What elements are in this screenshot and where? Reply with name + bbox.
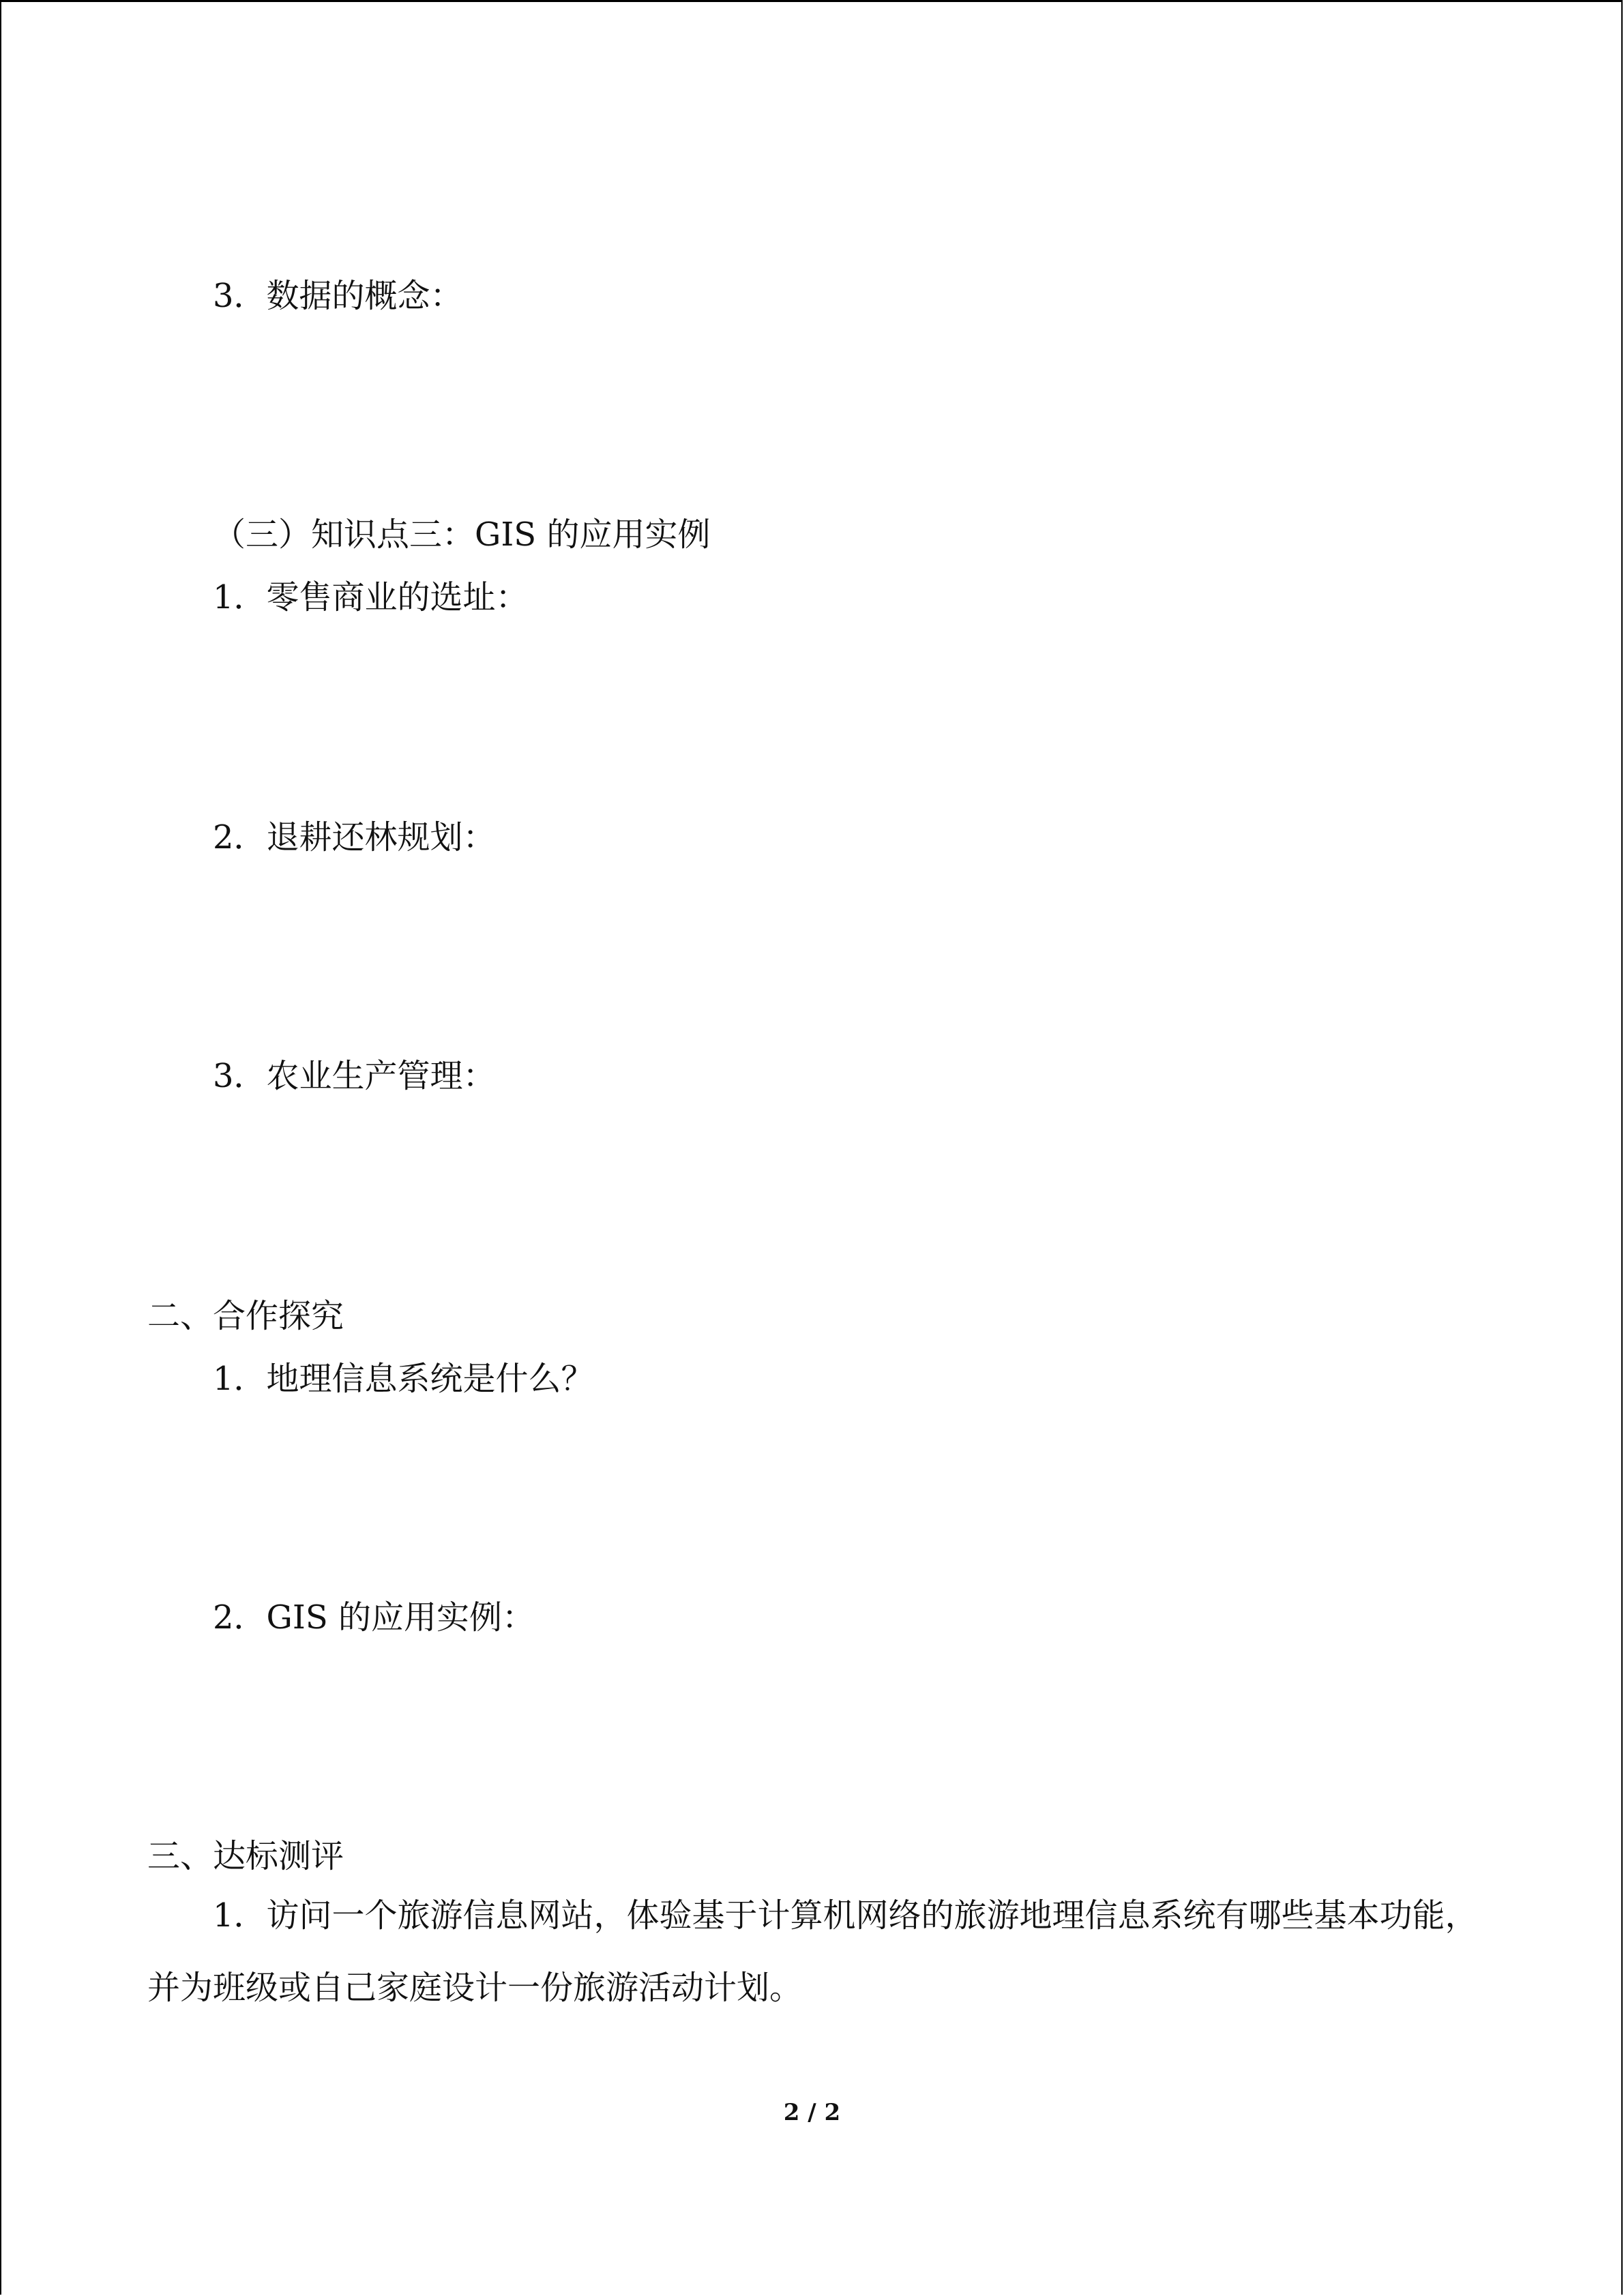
item-agriculture-management: 3．农业生产管理： [213, 1057, 496, 1095]
item-what-is-gis: 1．地理信息系统是什么？ [213, 1360, 594, 1398]
section-heading-cooperative-inquiry: 二、合作探究 [147, 1297, 344, 1335]
task-paragraph: 1．访问一个旅游信息网站，体验基于计算机网络的旅游地理信息系统有哪些基本功能，并为班级或自己家庭设计一份旅游活动计划。 [147, 1896, 1478, 2007]
item-retail-site-selection: 1．零售商业的选址： [213, 578, 529, 616]
page-number: 2 / 2 [783, 2099, 841, 2126]
section-heading-assessment: 三、达标测评 [147, 1837, 344, 1875]
knowledge-point-3-heading: （三）知识点三：GIS 的应用实例 [213, 516, 711, 554]
item-gis-examples: 2．GIS 的应用实例： [213, 1598, 535, 1637]
item-data-concept: 3．数据的概念： [213, 277, 463, 315]
item-reforestation-planning: 2．退耕还林规划： [213, 818, 496, 856]
